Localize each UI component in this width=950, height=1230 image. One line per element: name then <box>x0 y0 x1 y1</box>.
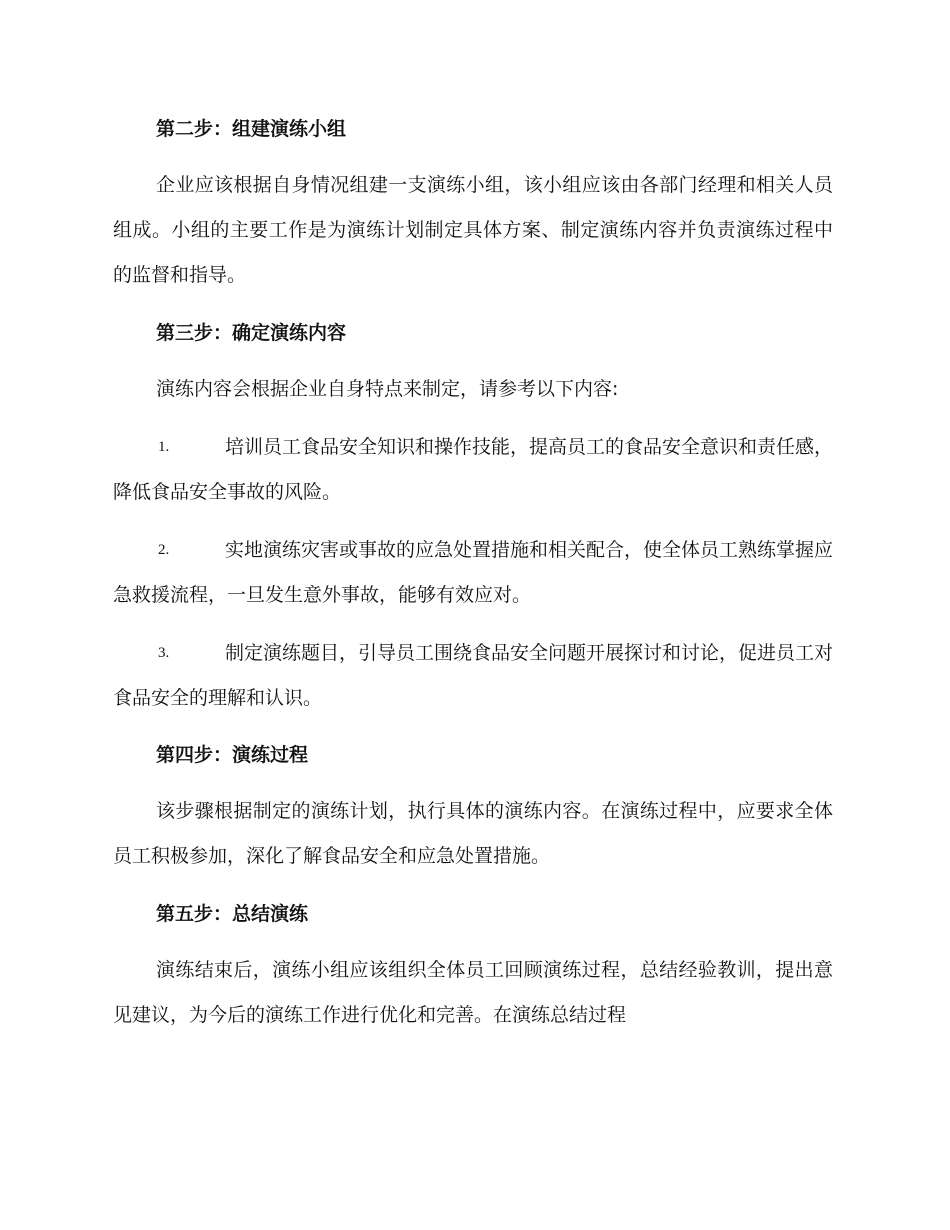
list-item-text: 培训员工食品安全知识和操作技能，提高员工的食品安全意识和责任感，降低食品安全事故的风险。 <box>113 436 834 503</box>
section-paragraph-step4: 该步骤根据制定的演练计划，执行具体的演练内容。在演练过程中，应要求全体员工积极参加，深化了解食品安全和应急处置措施。 <box>113 800 833 867</box>
section-paragraph-step3: 演练内容会根据企业自身特点来制定，请参考以下内容: <box>156 378 619 400</box>
list-item <box>113 631 833 721</box>
section-heading-step2: 第二步：组建演练小组 <box>156 118 347 140</box>
list-item-number: 3. <box>158 645 170 661</box>
list-item-number: 2. <box>158 542 170 558</box>
list-item-text: 实地演练灾害或事故的应急处置措施和相关配合，使全体员工熟练掌握应急救援流程，一旦发生意外事故，能够有效应对。 <box>113 539 834 606</box>
list-item <box>113 425 833 515</box>
section-paragraph-step2: 企业应该根据自身情况组建一支演练小组，该小组应该由各部门经理和相关人员组成。小组的主要工作是为演练计划制定具体方案、制定演练内容并负责演练过程中的监督和指导。 <box>113 174 833 286</box>
section-heading-step4: 第四步：演练过程 <box>156 744 309 766</box>
list-item-text: 制定演练题目，引导员工围绕食品安全问题开展探讨和讨论，促进员工对食品安全的理解和认识。 <box>113 642 834 709</box>
section-paragraph-step5: 演练结束后，演练小组应该组织全体员工回顾演练过程，总结经验教训，提出意见建议，为今后的演练工作进行优化和完善。在演练总结过程 <box>113 959 833 1026</box>
list-item <box>113 528 833 618</box>
section-heading-step3: 第三步：确定演练内容 <box>156 322 347 344</box>
list-item-number: 1. <box>158 439 170 455</box>
section-heading-step5: 第五步：总结演练 <box>156 903 309 925</box>
